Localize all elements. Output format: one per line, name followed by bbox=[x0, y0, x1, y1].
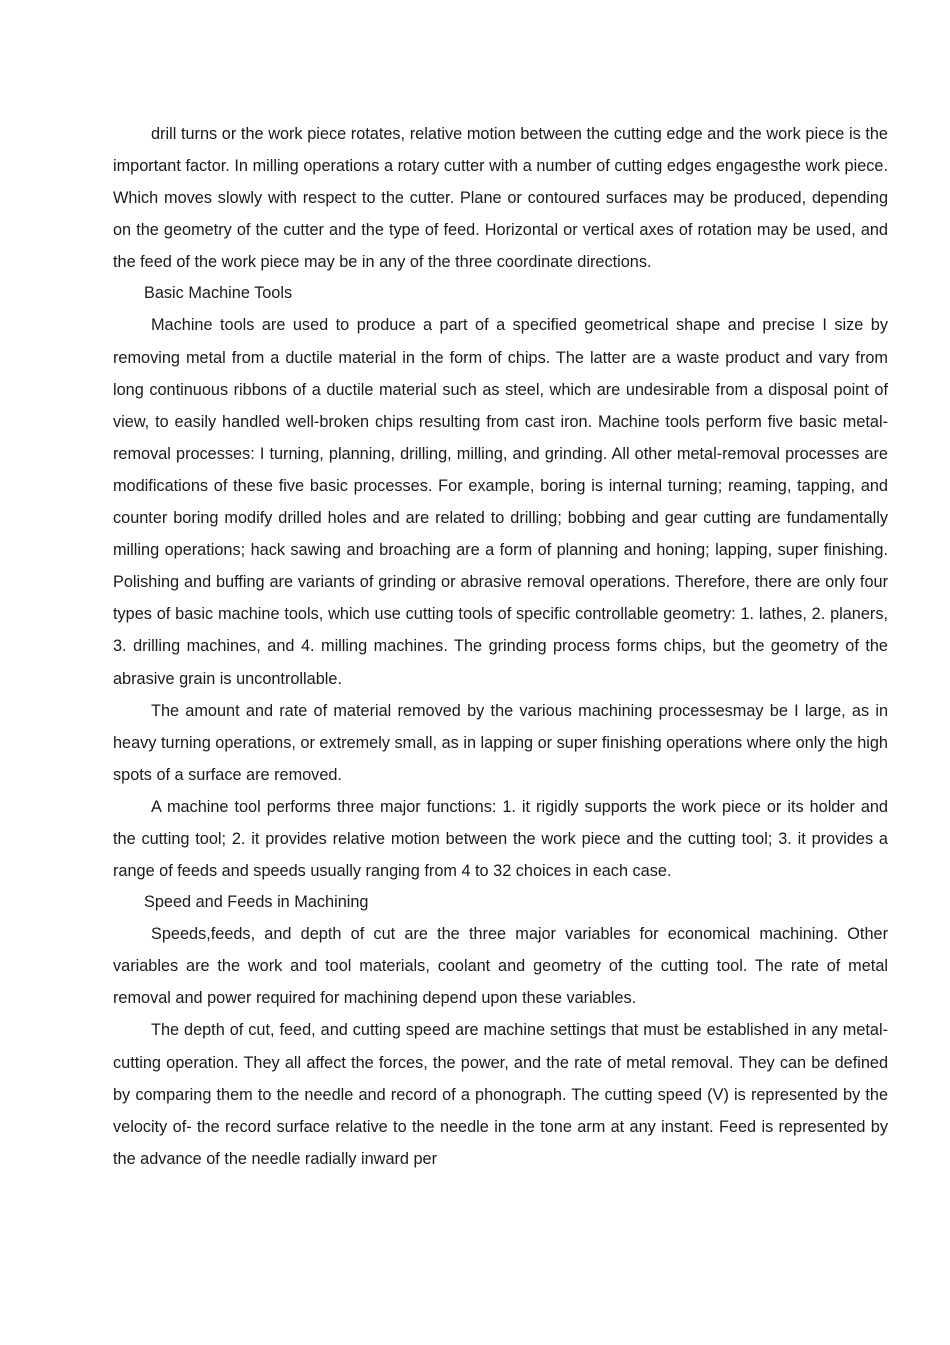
section-heading-speed-and-feeds: Speed and Feeds in Machining bbox=[144, 893, 369, 912]
paragraph-milling-continuation: drill turns or the work piece rotates, relative motion between the cutting edge and the work piece is the important factor. In milling operations a rotary cutter with a number of cutting edges engagesthe work piece. Which moves slowly with respect to the cutter. Plane or contoured surfaces may be produced, depending on the geometry of the cutter and the type of feed. Horizontal or vertical axes of rotation may be used, and the feed of the work piece may be in any of the three coordinate directions. bbox=[113, 125, 888, 272]
paragraph-machine-tools-intro: Machine tools are used to produce a part of a specified geometrical shape and precise I size by removing metal from a ductile material in the form of chips. The latter are a waste product and vary from long continuous ribbons of a ductile material such as steel, which are undesirable from a disposal point of view, to easily handled well-broken chips resulting from cast iron. Machine tools perform five basic metal-removal processes: I turning, planning, drilling, milling, and grinding. All other metal-removal processes are modifications of these five basic processes. For example, boring is internal turning; reaming, tapping, and counter boring modify drilled holes and are related to drilling; bobbing and gear cutting are fundamentally milling operations; hack sawing and broaching are a form of planning and honing; lapping, super finishing. Polishing and buffing are variants of grinding or abrasive removal operations. Therefore, there are only four types of basic machine tools, which use cutting tools of specific controllable geometry: 1. lathes, 2. planers, 3. drilling machines, and 4. milling machines. The grinding process forms chips, but the geometry of the abrasive grain is uncontrollable. bbox=[113, 316, 888, 688]
paragraph-material-removal-rate: The amount and rate of material removed by the various machining processesmay be I large, as in heavy turning operations, or extremely small, as in lapping or super finishing operations where only the high spots of a surface are removed. bbox=[113, 701, 888, 784]
paragraph-major-variables: Speeds,feeds, and depth of cut are the three major variables for economical machining. Other variables are the work and tool materials, coolant and geometry of the cutting tool. The rate of metal removal and power required for machining depend upon these variables. bbox=[113, 925, 888, 1008]
paragraph-machine-tool-functions: A machine tool performs three major functions: 1. it rigidly supports the work piece or its holder and the cutting tool; 2. it provides relative motion between the work piece and the cutting tool; 3. it provides a range of feeds and speeds usually ranging from 4 to 32 choices in each case. bbox=[113, 797, 888, 881]
section-heading-basic-machine-tools: Basic Machine Tools bbox=[144, 284, 293, 303]
document-body bbox=[113, 118, 888, 1175]
paragraph-machine-settings: The depth of cut, feed, and cutting speed are machine settings that must be established in any metal-cutting operation. They all affect the forces, the power, and the rate of metal removal. They can be defined by comparing them to the needle and record of a phonograph. The cutting speed (V) is represented by the velocity of- the record surface relative to the needle in the tone arm at any instant. Feed is represented by the advance of the needle radially inward per bbox=[113, 1021, 888, 1168]
